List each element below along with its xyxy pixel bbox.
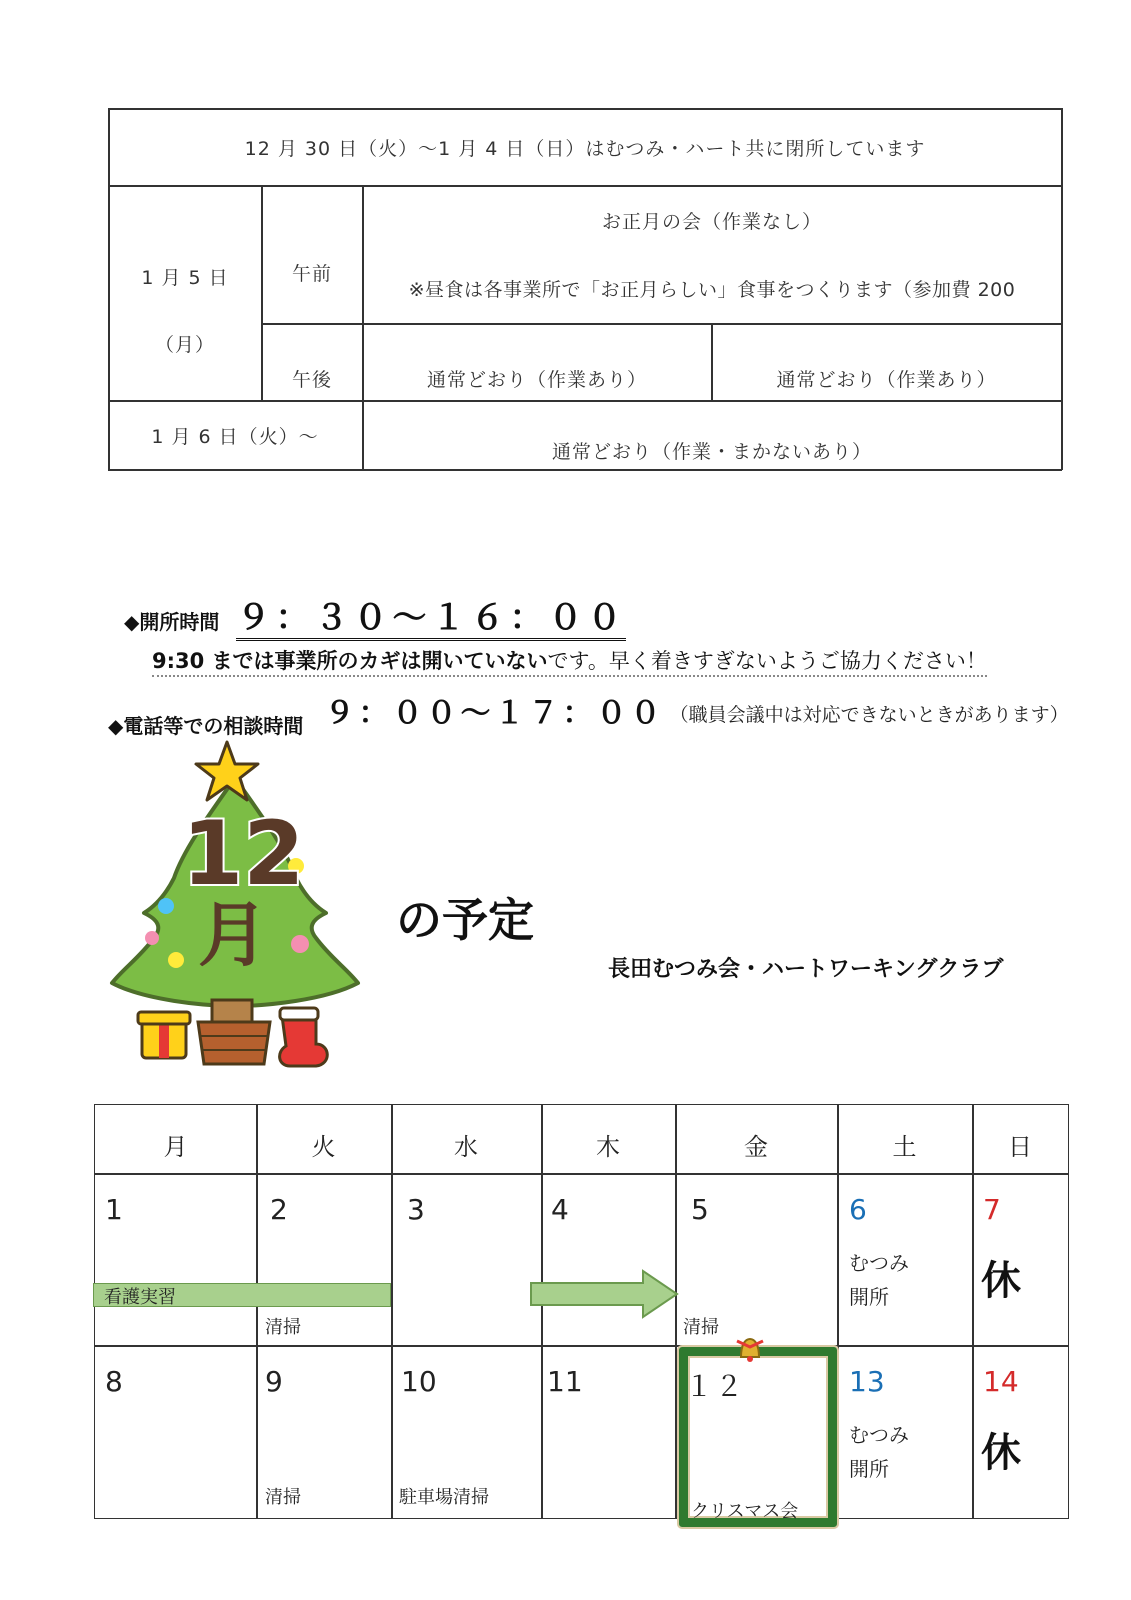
phone-hours-row — [108, 692, 1069, 738]
sat-note-13b: 開所 — [849, 1457, 889, 1481]
sat-note-6b: 開所 — [849, 1285, 889, 1309]
cleaning-2: 清掃 — [265, 1317, 301, 1338]
event-bar-nursing — [93, 1283, 391, 1307]
jan6-text: 通常どおり（作業・まかないあり） — [551, 441, 872, 463]
christmas-tree-illustration — [104, 738, 366, 1078]
christmas-party: クリスマス会 — [691, 1501, 799, 1522]
day-1: 1 — [105, 1193, 123, 1226]
bell-icon — [733, 1335, 767, 1363]
open-hours-label: ◆開所時間 — [124, 610, 220, 634]
parking-cleaning-10: 駐車場清掃 — [399, 1487, 489, 1508]
event-bar-label: 看護実習 — [104, 1287, 176, 1308]
day-7: 7 — [983, 1193, 1001, 1226]
key-note-rest: です。早く着きすぎないようご協力ください！ — [547, 649, 987, 673]
am-label: 午前 — [291, 263, 332, 285]
phone-hours-label: ◆電話等での相談時間 — [108, 714, 304, 738]
schedule-title: の予定 — [396, 893, 534, 947]
jan5-date: 1 月 5 日 — [141, 267, 229, 289]
day-6: 6 — [849, 1193, 867, 1226]
phone-hours-time: ９：００～１７：００ — [324, 696, 665, 731]
weekday-tue: 火 — [311, 1133, 336, 1161]
day-4: 4 — [551, 1193, 569, 1226]
day-10: 10 — [401, 1365, 437, 1398]
pm-left: 通常どおり（作業あり） — [426, 369, 647, 391]
month-char: 月 — [198, 894, 268, 976]
weekday-mon: 月 — [163, 1133, 188, 1161]
arrow-right-icon — [531, 1269, 681, 1319]
weekday-wed: 水 — [454, 1133, 478, 1161]
day-3: 3 — [407, 1193, 425, 1226]
sat-note-13a: むつみ — [849, 1423, 909, 1447]
december-calendar — [94, 1104, 1069, 1522]
phone-hours-note: （職員会議中は対応できないときがあります） — [669, 704, 1069, 726]
am-line1: お正月の会（作業なし） — [601, 211, 822, 233]
day-11: 11 — [547, 1365, 583, 1398]
weekday-fri: 金 — [744, 1133, 768, 1161]
key-note — [152, 645, 987, 677]
am-line2: ※昼食は各事業所で「お正月らしい」食事をつくります（参加費 200 — [408, 279, 1016, 301]
jan6-date: 1 月 6 日（火）～ — [151, 426, 319, 448]
org-name: 長田むつみ会・ハートワーキングクラブ — [608, 957, 1004, 982]
holiday-14: 休 — [981, 1430, 1021, 1476]
closure-header: 12 月 30 日（火）～1 月 4 日（日）はむつみ・ハート共に閉所しています — [244, 138, 926, 160]
open-hours-row — [124, 590, 626, 639]
weekday-thu: 木 — [596, 1133, 620, 1161]
day-12: １２ — [685, 1370, 746, 1403]
day-2: 2 — [270, 1193, 288, 1226]
jan5-weekday: （月） — [154, 334, 215, 356]
cleaning-9: 清掃 — [265, 1487, 301, 1508]
weekday-sat: 土 — [892, 1133, 917, 1161]
holiday-7: 休 — [981, 1258, 1021, 1304]
pm-label: 午後 — [291, 369, 332, 391]
open-hours-time: ９：３０～１６：００ — [236, 598, 626, 641]
day-9: 9 — [265, 1365, 283, 1398]
day-13: 13 — [849, 1365, 885, 1398]
key-note-bold: 9:30 までは事業所のカギは開いていない — [152, 649, 548, 673]
pm-right: 通常どおり（作業あり） — [776, 369, 997, 391]
day-14: 14 — [983, 1365, 1019, 1398]
weekday-sun: 日 — [1008, 1133, 1032, 1161]
cleaning-5: 清掃 — [683, 1317, 719, 1338]
month-number: 12 — [182, 802, 305, 905]
day-8: 8 — [105, 1365, 123, 1398]
sat-note-6a: むつみ — [849, 1251, 909, 1275]
day-5: 5 — [691, 1193, 709, 1226]
